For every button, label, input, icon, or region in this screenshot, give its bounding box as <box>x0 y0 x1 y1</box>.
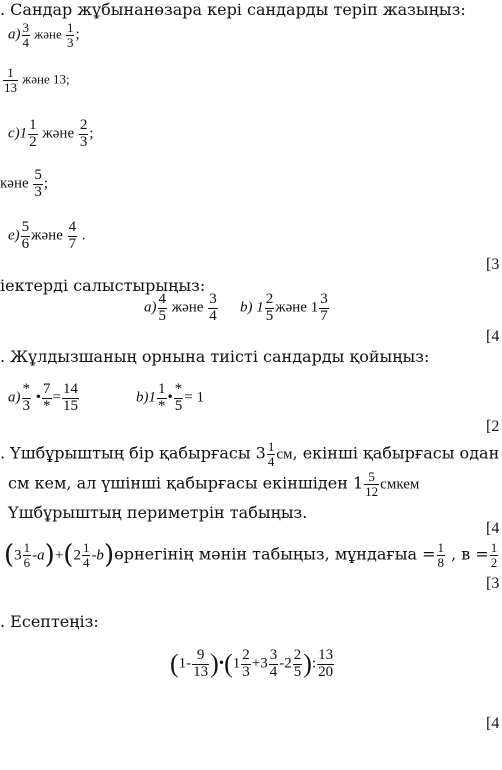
fraction: $\frac{3}{4}$ <box>209 291 217 324</box>
fraction: $\frac{5}{12}$ <box>365 469 379 499</box>
fraction: $\frac{3}{7}$ <box>320 291 328 324</box>
q1-item-d: кәне $\frac{5}{3}$ ; <box>0 167 49 200</box>
question-6-expression: (1- $\frac{9}{13}$ )•(1 $\frac{2}{3}$ +3 $\frac{3}{4}$ -2 $\frac{2}{5}$ ): $\frac{13}{20}$ <box>170 647 334 680</box>
fraction: $\frac{2}{3}$ <box>242 647 250 680</box>
fraction: $\frac{2}{5}$ <box>293 647 302 680</box>
fraction: $\frac{1}{*}$ <box>158 381 166 414</box>
q1-item-c: c)1 $\frac{1}{2}$ және $\frac{2}{3}$ ; <box>8 117 94 150</box>
question-2-title: іектерді салыстырыңыз: <box>0 276 206 295</box>
fraction: $\frac{1}{4}$ <box>267 439 275 469</box>
q1-score: [3 <box>486 256 500 273</box>
fraction: $\frac{2}{5}$ <box>265 291 274 324</box>
question-1-title: . Сандар жұбынанөзара кері сандарды теріп жазыңыз: <box>0 0 466 19</box>
fraction: $\frac{1}{2}$ <box>29 117 37 150</box>
q5-score: [3 <box>486 575 500 592</box>
fraction: $\frac{*}{3}$ <box>22 381 30 414</box>
question-4-line2: см кем, ал үшінші қабырғасы екіншіден 1 $\frac{5}{12}$ смкем <box>8 469 420 499</box>
q1-item-b: $\frac{1}{13}$ және 13; <box>4 65 70 95</box>
q2-item-b: b) 1 $\frac{2}{5}$ және 1 $\frac{3}{7}$ <box>240 291 328 324</box>
question-4-line1: . Үшбұрыштың бір қабырғасы 3 $\frac{1}{4}$ см, екінші қабырғасы одан <box>0 439 500 469</box>
q3-item-b: b)1 $\frac{1}{*}$ • $\frac{*}{5}$ = 1 <box>136 381 204 414</box>
question-4-line3: Үшбұрыштың периметрін табыңыз. <box>8 503 308 522</box>
question-3-title: . Жұлдызшаның орнына тиісті сандарды қойыңыз: <box>0 347 430 366</box>
fraction: $\frac{4}{5}$ <box>158 291 166 324</box>
fraction: $\frac{1}{6}$ <box>23 539 31 570</box>
q3-score: [2 <box>486 418 500 435</box>
fraction: $\frac{7}{*}$ <box>43 381 51 414</box>
q4-score: [4 <box>486 520 500 537</box>
q1-item-e: e) $\frac{5}{6}$ және $\frac{4}{7}$ . <box>8 219 86 252</box>
fraction: $\frac{*}{5}$ <box>174 381 183 414</box>
fraction: $\frac{5}{3}$ <box>34 167 42 200</box>
fraction: $\frac{3}{4}$ <box>269 647 278 680</box>
fraction: $\frac{3}{4}$ <box>22 20 29 50</box>
fraction: $\frac{1}{13}$ <box>4 65 17 95</box>
fraction: $\frac{1}{3}$ <box>66 20 74 50</box>
fraction: $\frac{9}{13}$ <box>193 647 209 680</box>
question-5-expression: (3 $\frac{1}{6}$ -a)+(2 $\frac{1}{4}$ -b)өрнегінің мәнін табыңыз, мұндағыа = $\frac{1}{8}$ , в = $\frac{1}{2}$ <box>4 539 498 570</box>
q2-item-a: a) $\frac{4}{5}$ және $\frac{3}{4}$ <box>144 291 217 324</box>
fraction: $\frac{14}{15}$ <box>62 381 78 414</box>
fraction: $\frac{5}{6}$ <box>21 219 30 252</box>
question-6-title: . Есептеңіз: <box>0 612 99 631</box>
fraction: $\frac{1}{4}$ <box>82 539 90 570</box>
q6-score: [4 <box>486 715 500 732</box>
q1-item-a: a) $\frac{3}{4}$ және $\frac{1}{3}$ ; <box>8 20 80 50</box>
fraction: $\frac{4}{7}$ <box>68 219 77 252</box>
q2-score: [4 <box>486 328 500 345</box>
q3-item-a: a) $\frac{*}{3}$ • $\frac{7}{*}$ = $\frac{14}{15}$ <box>8 381 78 414</box>
fraction: $\frac{1}{8}$ <box>437 539 444 570</box>
fraction: $\frac{13}{20}$ <box>318 647 334 680</box>
fraction: $\frac{1}{2}$ <box>490 539 498 570</box>
fraction: $\frac{2}{3}$ <box>79 117 88 150</box>
